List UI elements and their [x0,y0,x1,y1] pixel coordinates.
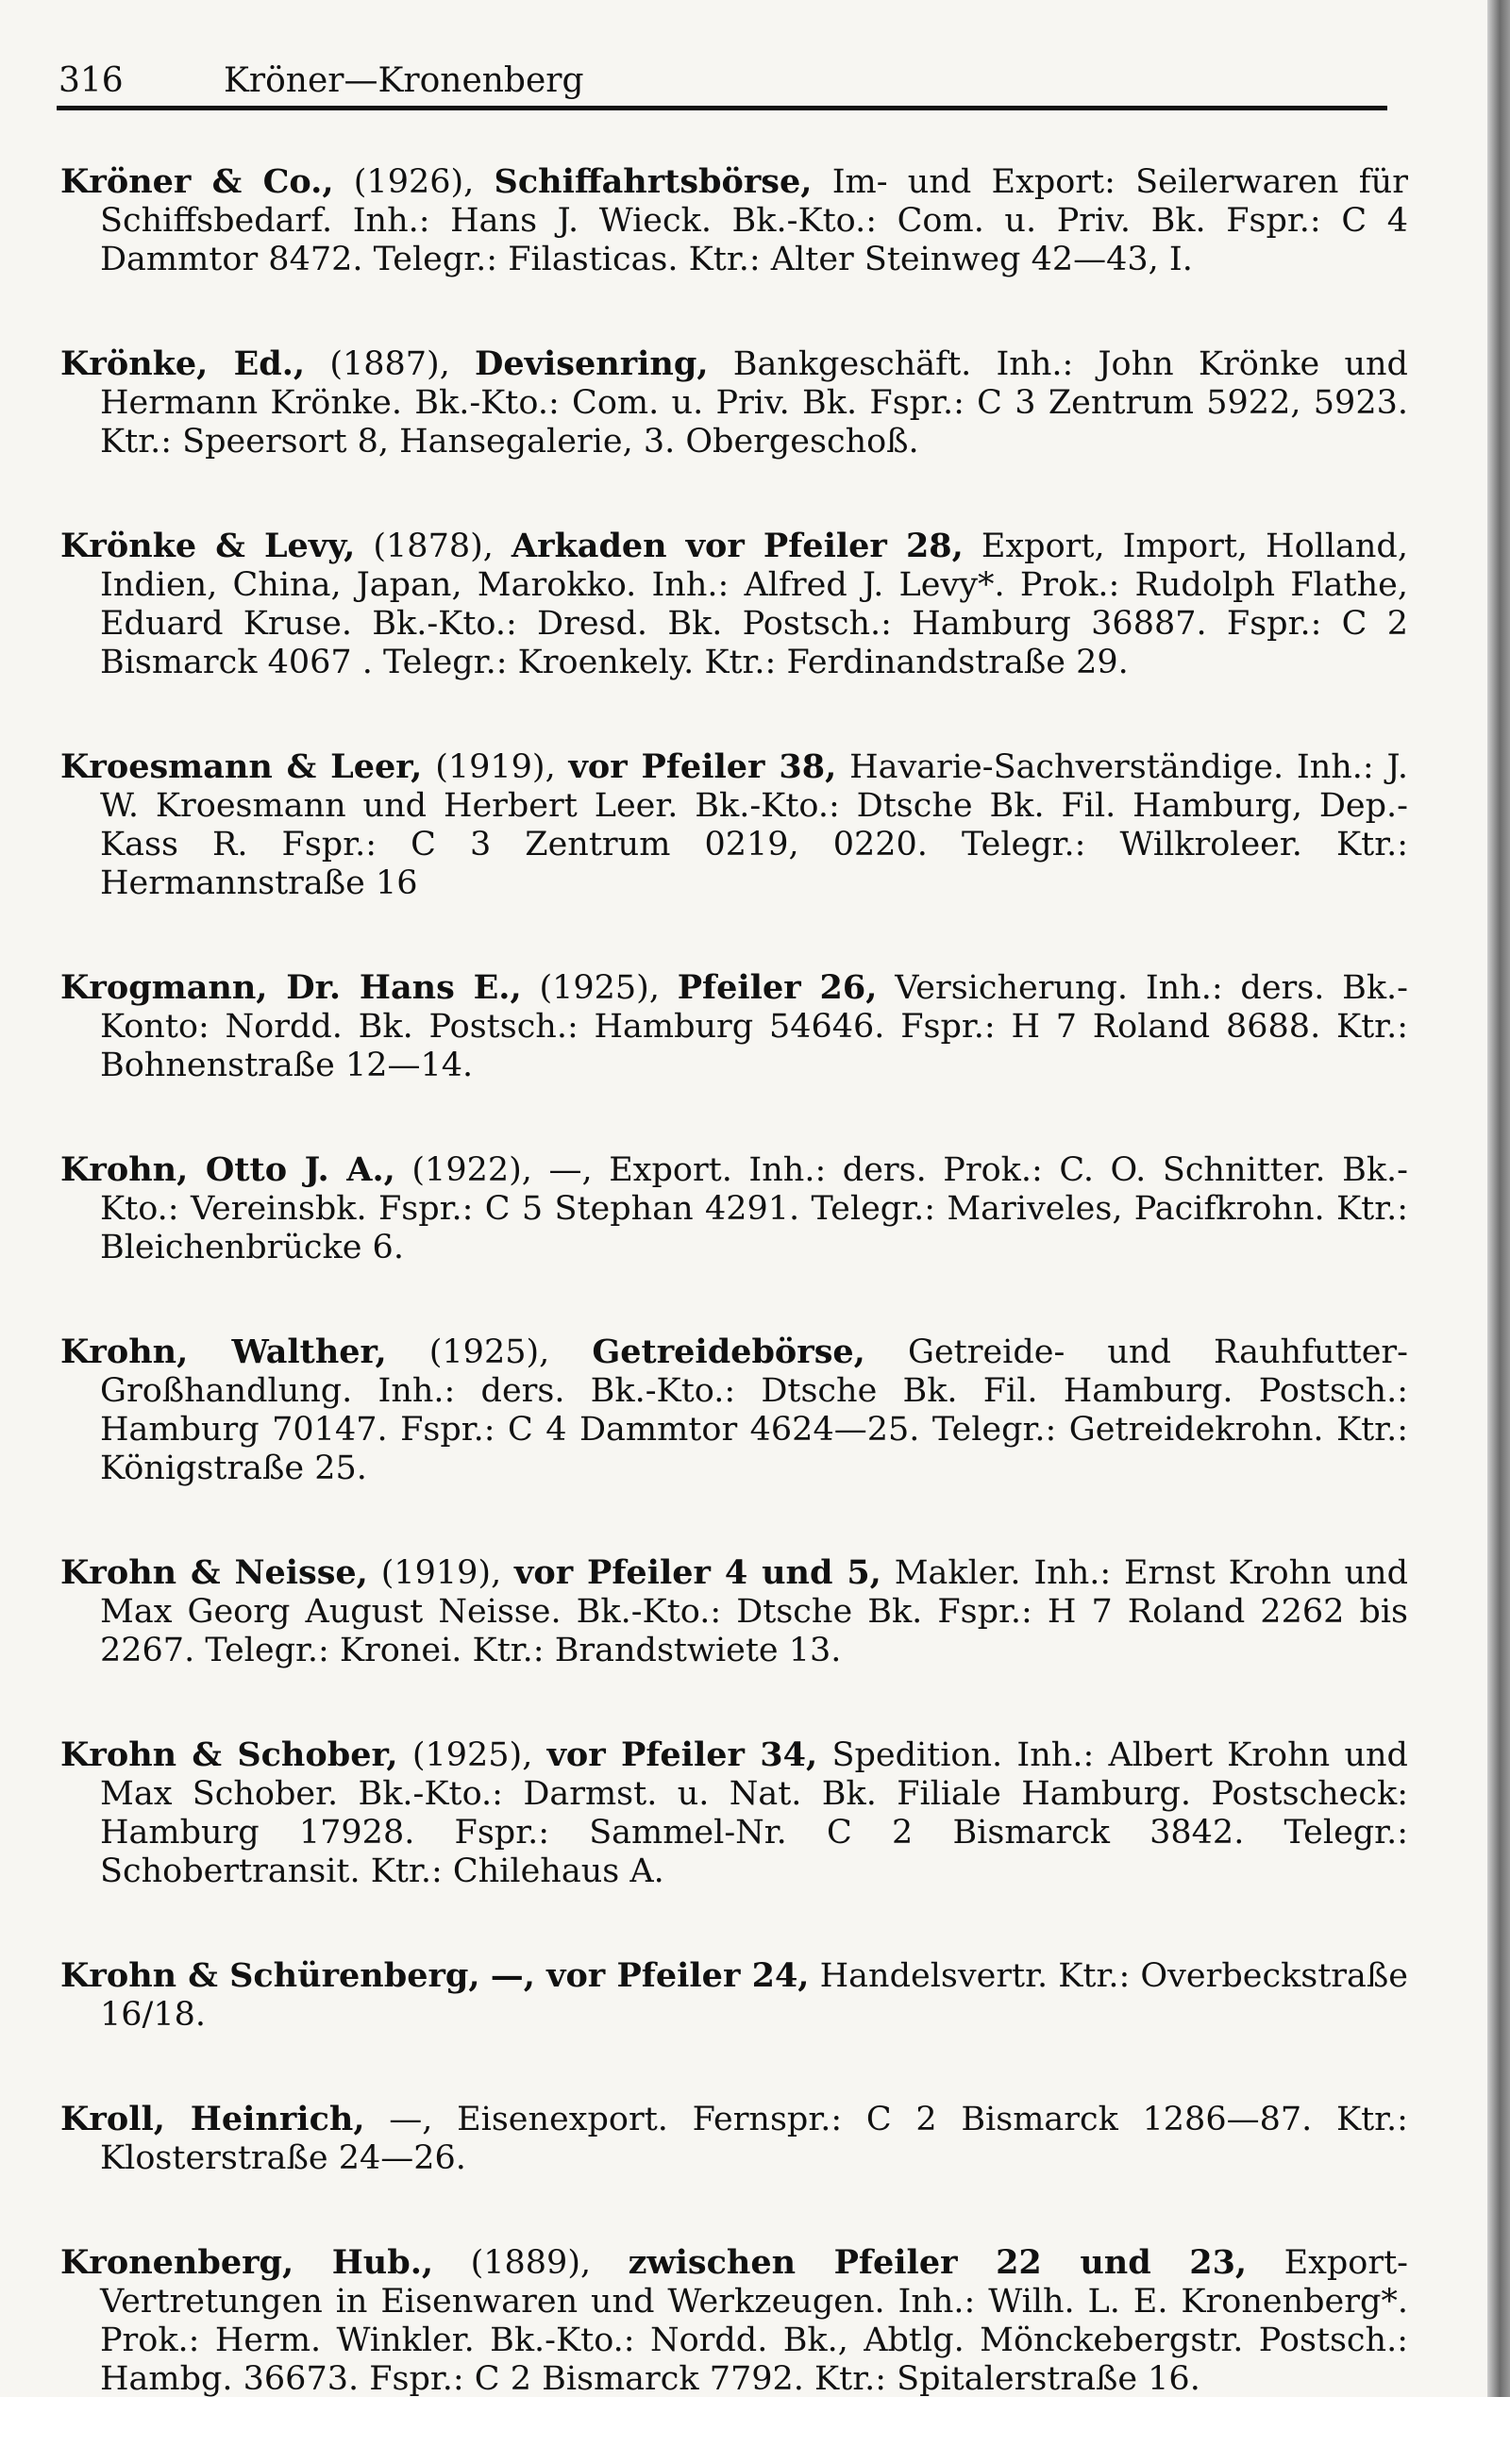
entry-name: Krohn, Otto J. A., [60,1150,395,1189]
entry-name: Krohn & Neisse, [60,1553,368,1592]
entry-body: Eisenexport. Fernspr.: C 2 Bismarck 1286—87. Ktr.: Klosterstraße 24—26. [100,2101,1408,2177]
entry-body: Makler. Inh.: Ernst Krohn und Max Georg August Neisse. Bk.-Kto.: Dtsche Bk. Fspr.: H 7 Roland 2262 bis 2267. Telegr.: Kronei. Ktr.: Brandstwiete 13. [100,1554,1408,1669]
directory-entry [60,527,1408,682]
entry-year: (1925), [428,1333,550,1371]
entry-year: (1925), [411,1736,533,1774]
directory-entry [60,1150,1408,1267]
entry-body: Im- und Export: Seilerwaren für Schiffsbedarf. Inh.: Hans J. Wieck. Bk.-Kto.: Com. u. Priv. Bk. Fspr.: C 4 Dammtor 8472. Telegr.: Filasticas. Ktr.: Alter Steinweg 42—43, I. [100,163,1408,278]
entry-name: Krönke, Ed., [60,344,306,383]
entry-body: Getreide- und Rauhfutter-Großhandlung. Inh.: ders. Bk.-Kto.: Dtsche Bk. Fil. Hamburg. Postsch.: Hamburg 70147. Fspr.: C 4 Dammtor 4624—25. Telegr.: Getreidekrohn. Ktr.: Königstraße 25. [100,1333,1408,1487]
entry-year: (1878), [373,528,494,565]
entry-location: zwischen Pfeiler 22 und 23, [628,2243,1248,2282]
page-header [59,55,1389,108]
entry-location: —, vor Pfeiler 24, [490,1956,810,1995]
directory-entry [60,2243,1408,2399]
running-title: Kröner—Kronenberg [224,61,584,100]
entry-year: (1919), [435,748,556,786]
entry-name: Krönke & Levy, [60,527,356,565]
directory-entry [60,968,1408,1085]
entry-location: Pfeiler 26, [677,968,878,1007]
page-edge-shadow [1487,0,1510,2397]
entry-name: Kröner & Co., [60,162,334,201]
directory-entry [60,162,1408,279]
entry-name: Kroll, Heinrich, [60,2100,365,2138]
entry-name: Krohn, Walther, [60,1333,387,1371]
entry-body: Export, Import, Holland, Indien, China, Japan, Marokko. Inh.: Alfred J. Levy*. Prok.: Rudolph Flathe, Eduard Kruse. Bk.-Kto.: Dresd. Bk. Postsch.: Hamburg 36887. Fspr.: C 2 Bismarck 4067 . Telegr.: Kroenkely. Ktr.: Ferdinandstraße 29. [100,528,1408,681]
entry-name: Krohn & Schober, [60,1735,398,1774]
directory-entry [60,747,1408,903]
entry-name: Krohn & Schürenberg, [60,1956,480,1995]
directory-entry [60,1333,1408,1488]
directory-entry [60,2100,1408,2178]
entry-year: (1919), [380,1554,502,1592]
directory-entries [60,162,1408,2464]
entry-location: —, [548,1151,593,1189]
entry-location: Arkaden vor Pfeiler 28, [511,527,964,565]
entry-body: Versicherung. Inh.: ders. Bk.-Konto: Nordd. Bk. Postsch.: Hamburg 54646. Fspr.: H 7 Roland 8688. Ktr.: Bohnenstraße 12—14. [100,969,1408,1084]
directory-entry [60,1735,1408,1891]
entry-location: vor Pfeiler 4 und 5, [514,1553,881,1592]
directory-entry [60,1956,1408,2035]
entry-year: (1922), [411,1151,532,1189]
header-rule [57,106,1387,110]
entry-year: (1925), [539,969,660,1007]
entry-body: Export. Inh.: ders. Prok.: C. O. Schnitter. Bk.-Kto.: Vereinsbk. Fspr.: C 5 Stephan 4291. Telegr.: Mariveles, Pacifkrohn. Ktr.: Bleichenbrücke 6. [100,1151,1408,1266]
entry-body: Handelsvertr. Ktr.: Overbeckstraße 16/18. [100,1957,1408,2034]
entry-body: Spedition. Inh.: Albert Krohn und Max Schober. Bk.-Kto.: Darmst. u. Nat. Bk. Filiale Hamburg. Postscheck: Hamburg 17928. Fspr.: Sammel-Nr. C 2 Bismarck 3842. Telegr.: Schobertransit. Ktr.: Chilehaus A. [100,1736,1408,1890]
entry-location: Schiffahrtsbörse, [494,162,813,201]
entry-year: (1887), [329,345,450,383]
entry-name: Kronenberg, Hub., [60,2243,434,2282]
entry-year: (1926), [353,163,475,201]
entry-location: —, [389,2101,433,2138]
entry-name: Krogmann, Dr. Hans E., [60,968,522,1007]
entry-location: vor Pfeiler 38, [568,747,837,786]
page-number: 316 [59,61,124,100]
entry-location: Getreidebörse, [592,1333,865,1371]
entry-body: Havarie-Sachverständige. Inh.: J. W. Kroesmann und Herbert Leer. Bk.-Kto.: Dtsche Bk. Fil. Hamburg, Dep.-Kass R. Fspr.: C 3 Zentrum 0219, 0220. Telegr.: Wilkroleer. Ktr.: Hermannstraße 16 [100,748,1408,902]
entry-body: Bankgeschäft. Inh.: John Krönke und Hermann Krönke. Bk.-Kto.: Com. u. Priv. Bk. Fspr.: C 3 Zentrum 5922, 5923. Ktr.: Speersort 8, Hansegalerie, 3. Obergeschoß. [100,345,1408,461]
entry-location: vor Pfeiler 34, [546,1735,818,1774]
entry-location: Devisenring, [475,344,709,383]
entry-name: Kroesmann & Leer, [60,747,423,786]
directory-entry [60,1553,1408,1670]
entry-body: Export-Vertretungen in Eisenwaren und Werkzeugen. Inh.: Wilh. L. E. Kronenberg*. Prok.: Herm. Winkler. Bk.-Kto.: Nordd. Bk., Abtlg. Mönckebergstr. Postsch.: Hambg. 36673. Fspr.: C 2 Bismarck 7792. Ktr.: Spitalerstraße 16. [100,2244,1408,2398]
entry-year: (1889), [470,2244,592,2282]
directory-entry [60,344,1408,461]
